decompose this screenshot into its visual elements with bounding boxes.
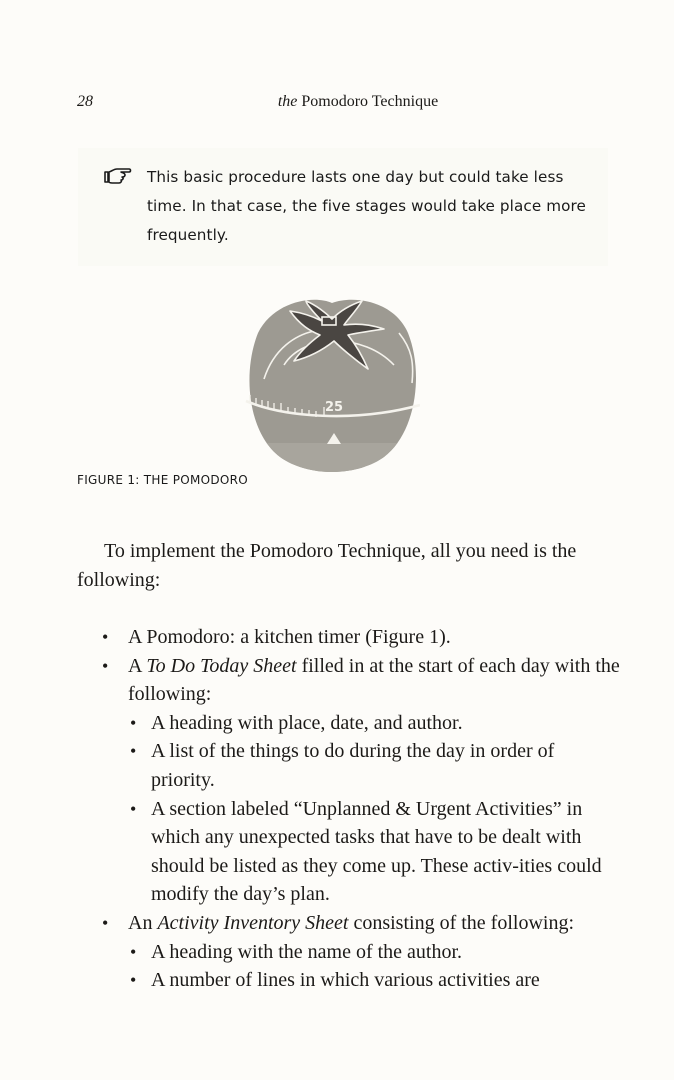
callout-text: This basic procedure lasts one day but could take less time. In that case, the five stages would take place more frequently. (147, 168, 586, 244)
sub-list-item (128, 709, 622, 738)
bullet: • (102, 627, 109, 647)
bullet: • (130, 941, 137, 962)
list-item-suffix: consisting of the following: (348, 911, 575, 934)
sub-list (128, 709, 622, 909)
sub-list-item-text: A section labeled “Unplanned & Urgent Activities” in which any unexpected tasks that have to be dealt with should be listed as they come up. These activ-ities could modify the day’s plan. (151, 797, 602, 906)
list-item-text: A Pomodoro: a kitchen timer (Figure 1). (128, 626, 451, 648)
requirements-list (77, 623, 622, 995)
sub-list (128, 938, 622, 995)
pointing-hand-icon (104, 168, 132, 186)
bullet: • (130, 712, 137, 733)
bullet: • (130, 798, 137, 819)
list-item-prefix: A (128, 654, 147, 677)
bullet: • (130, 970, 137, 991)
sub-list-item-text: A number of lines in which various activities are (151, 969, 540, 992)
bullet: • (102, 912, 109, 933)
list-item-title: Activity Inventory Sheet (157, 911, 349, 934)
sub-list-item (128, 938, 622, 967)
running-head-title: Pomodoro Technique (301, 93, 439, 110)
list-item (77, 652, 622, 909)
intro-paragraph: To implement the Pomodoro Technique, all you need is the following: (77, 540, 577, 591)
bullet: • (102, 655, 109, 676)
running-head-italic: the (277, 93, 298, 110)
page-number: 28 (77, 93, 93, 110)
sub-list-item (128, 966, 622, 995)
figure-caption: FIGURE 1: THE POMODORO (77, 473, 249, 487)
list-item-prefix: An (128, 911, 158, 934)
sub-list-item-text: A heading with place, date, and author. (151, 711, 463, 734)
sub-list-item-text: A list of the things to do during the day in order of priority. (151, 740, 555, 791)
list-item (77, 623, 622, 652)
sub-list-item (128, 795, 622, 909)
list-item (77, 909, 622, 995)
list-item-title: To Do Today Sheet (146, 654, 297, 677)
bullet: • (130, 741, 137, 762)
pomodoro-timer-figure (244, 293, 420, 473)
running-head (0, 93, 674, 111)
list-item-suffix: filled in at the start of each day with the following: (128, 654, 620, 706)
timer-number: 25 (324, 400, 344, 415)
sub-list-item-text: A heading with the name of the author. (151, 940, 463, 963)
sub-list-item (128, 737, 622, 794)
